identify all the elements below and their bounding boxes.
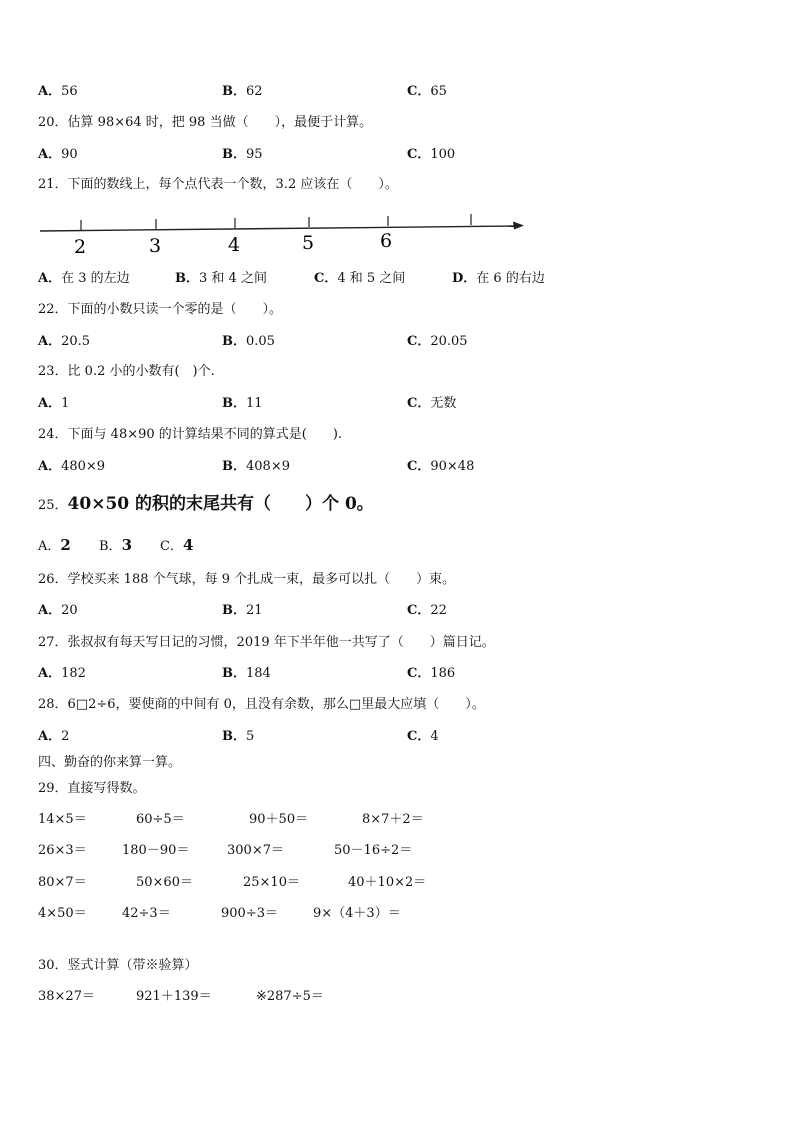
q21-option-a [38, 271, 130, 287]
option-label: B． [222, 459, 246, 474]
number-line-label-4: 4 [228, 234, 241, 256]
q26-option-a [38, 603, 78, 619]
q22-option-a [38, 334, 90, 350]
option-text: 95 [246, 147, 263, 162]
calc-item: 42÷3＝ [122, 906, 171, 921]
option-label: C． [407, 84, 431, 99]
number-line-figure [36, 210, 536, 260]
option-text: 20.5 [61, 334, 91, 349]
q20-option-c [407, 147, 455, 163]
option-text: 100 [430, 147, 456, 162]
q25-option-b [99, 536, 132, 556]
option-text: 在 6 的右边 [476, 271, 545, 286]
option-text: 3 [121, 536, 132, 554]
q28-option-a [38, 729, 69, 745]
option-label: C． [407, 603, 431, 618]
q26-option-b [222, 603, 263, 619]
option-label: A． [38, 539, 61, 554]
option-label: C． [407, 666, 431, 681]
option-text: 90×48 [430, 459, 475, 474]
calc-item: 300×7＝ [227, 843, 284, 858]
option-label: A． [38, 459, 62, 474]
q21-option-c [314, 271, 405, 287]
calc-item: 50×60＝ [136, 875, 193, 890]
q21-stem: 21．下面的数线上，每个点代表一个数，3.2 应该在（ ）。 [38, 177, 398, 192]
option-label: D． [452, 271, 477, 286]
option-label: B． [175, 271, 199, 286]
option-text: 2 [60, 536, 71, 554]
q25-stem [38, 493, 374, 517]
q24-option-b [222, 459, 290, 475]
option-label: C． [407, 334, 431, 349]
calc-item: 26×3＝ [38, 843, 87, 858]
q24-option-a [38, 459, 105, 475]
calc-item: 180－90＝ [122, 843, 190, 858]
q19-option-a [38, 84, 78, 100]
option-text: 90 [61, 147, 78, 162]
option-label: C． [407, 147, 431, 162]
option-label: C． [407, 396, 431, 411]
calc-item: 4×50＝ [38, 906, 87, 921]
calc-item: 14×5＝ [38, 812, 87, 827]
option-label: B． [222, 396, 246, 411]
option-label: B． [222, 147, 246, 162]
q26-option-c [407, 603, 447, 619]
calc-item: 25×10＝ [243, 875, 300, 890]
option-text: 无数 [430, 396, 457, 411]
q23-option-c [407, 396, 456, 412]
option-text: 在 3 的左边 [61, 271, 130, 286]
q23-stem: 23．比 0.2 小的小数有( )个. [38, 364, 215, 379]
q19-option-b [222, 84, 263, 100]
q25-text: 40×50 的积的末尾共有（ ）个 0。 [67, 494, 374, 514]
vertical-calc-item: 38×27＝ [38, 989, 95, 1004]
option-text: 4 [182, 536, 194, 554]
option-label: C． [314, 271, 338, 286]
option-label: A． [38, 666, 62, 681]
q25-number: 25． [38, 498, 68, 513]
q22-option-c [407, 334, 468, 350]
option-text: 22 [430, 603, 447, 618]
q22-stem: 22．下面的小数只读一个零的是（ ）。 [38, 302, 283, 317]
q27-option-b [222, 666, 271, 682]
option-text: 4 和 5 之间 [337, 271, 406, 286]
option-label: A． [38, 334, 62, 349]
q20-stem: 20．估算 98×64 时，把 98 当做（ ），最便于计算。 [38, 115, 373, 130]
option-label: A． [38, 729, 62, 744]
calc-item: 40＋10×2＝ [348, 875, 427, 890]
option-label: B． [222, 84, 246, 99]
q23-option-b [222, 396, 263, 412]
calc-item: 50－16÷2＝ [334, 843, 413, 858]
option-text: 21 [246, 603, 263, 618]
vertical-calc-item: ※287÷5＝ [256, 989, 324, 1004]
q26-stem: 26．学校买来 188 个气球，每 9 个扎成一束，最多可以扎（ ）束。 [38, 572, 456, 587]
option-text: 480×9 [61, 459, 106, 474]
option-text: 186 [430, 666, 456, 681]
option-label: B． [99, 539, 122, 554]
option-label: C． [407, 729, 431, 744]
option-text: 0.05 [246, 334, 275, 349]
option-text: 184 [246, 666, 271, 681]
vertical-calc-item: 921＋139＝ [136, 989, 212, 1004]
option-label: B． [222, 334, 246, 349]
q28-option-b [222, 729, 254, 745]
q28-stem: 28．6□2÷6，要使商的中间有 0，且没有余数，那么□里最大应填（ ）。 [38, 697, 485, 712]
option-text: 56 [61, 84, 78, 99]
option-label: A． [38, 147, 62, 162]
number-line-label-3: 3 [149, 235, 162, 257]
q20-option-b [222, 147, 263, 163]
calc-item: 900÷3＝ [221, 906, 278, 921]
option-text: 3 和 4 之间 [199, 271, 267, 286]
option-text: 408×9 [246, 459, 290, 474]
option-label: A． [38, 84, 62, 99]
q19-option-c [407, 84, 447, 100]
option-text: 4 [430, 729, 439, 744]
option-text: 62 [246, 84, 263, 99]
option-text: 1 [61, 396, 70, 411]
option-label: C． [407, 459, 431, 474]
option-text: 182 [61, 666, 86, 681]
option-text: 20 [61, 603, 78, 618]
section-4-title: 四、勤奋的你来算一算。 [38, 755, 182, 770]
option-label: A． [38, 396, 62, 411]
number-line-axis [40, 226, 516, 231]
calc-item: 60÷5＝ [136, 812, 185, 827]
q24-stem: 24．下面与 48×90 的计算结果不同的算式是( ). [38, 427, 343, 442]
q25-option-a [38, 536, 71, 556]
q21-option-d [452, 271, 545, 287]
q20-option-a [38, 147, 78, 163]
option-text: 5 [246, 729, 255, 744]
option-label: B． [222, 603, 246, 618]
calc-item: 90＋50＝ [249, 812, 309, 827]
q21-option-b [175, 271, 267, 287]
option-text: 11 [246, 396, 263, 411]
q23-option-a [38, 396, 69, 412]
number-line-label-2: 2 [74, 236, 87, 258]
q24-option-c [407, 459, 474, 475]
calc-item: 9×（4＋3）＝ [313, 906, 401, 921]
option-text: 65 [430, 84, 447, 99]
q28-option-c [407, 729, 439, 745]
calc-item: 8×7＋2＝ [362, 812, 424, 827]
option-label: B． [222, 666, 246, 681]
q30-stem: 30．竖式计算（带※验算） [38, 958, 198, 973]
number-line-label-6: 6 [380, 230, 393, 252]
option-label: A． [38, 271, 62, 286]
q27-option-a [38, 666, 86, 682]
q27-stem: 27．张叔叔有每天写日记的习惯，2019 年下半年他一共写了（ ）篇日记。 [38, 635, 495, 650]
q25-option-c [160, 536, 193, 556]
option-label: B． [222, 729, 246, 744]
number-line-arrow [513, 222, 524, 230]
option-label: A． [38, 603, 62, 618]
q29-stem: 29．直接写得数。 [38, 781, 146, 796]
calc-item: 80×7＝ [38, 875, 87, 890]
q27-option-c [407, 666, 455, 682]
option-text: 2 [61, 729, 70, 744]
number-line-label-5: 5 [302, 232, 315, 254]
option-label: C． [160, 539, 183, 554]
q22-option-b [222, 334, 275, 350]
option-text: 20.05 [430, 334, 468, 349]
